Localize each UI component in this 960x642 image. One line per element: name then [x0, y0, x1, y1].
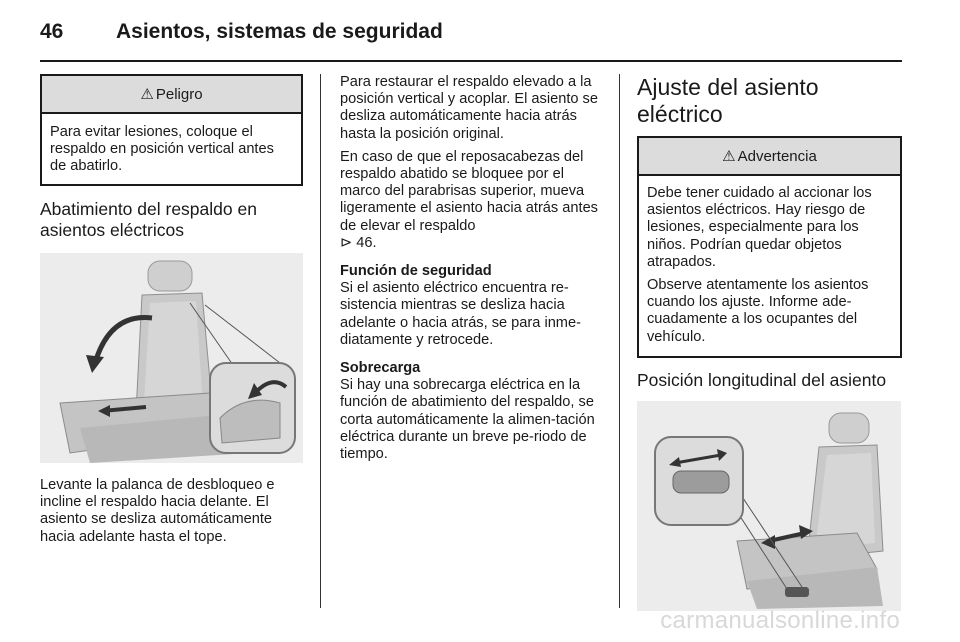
overload-heading: Sobrecarga [340, 360, 421, 377]
danger-heading: Peligro [155, 85, 203, 103]
page-header [40, 12, 900, 54]
danger-box-header [42, 76, 301, 114]
page-number: 46 [40, 20, 64, 43]
watermark: carmanualsonline.info [660, 607, 900, 634]
column-divider [619, 74, 620, 608]
danger-box [40, 74, 303, 186]
warning-text-1: Debe tener cuidado al accionar los asientos eléctricos. Hay riesgo de lesiones, especialmente para los niños. Podrían quedar objetos atrapados. [647, 185, 872, 270]
section-heading-backrest-fold: Abatimiento del respaldo en asientos eléctricos [40, 199, 257, 240]
subheading-longitudinal-position: Posición longitudinal del asiento [637, 370, 887, 390]
section-heading-power-seat: Ajuste del asiento eléctrico [637, 74, 819, 127]
column-middle [340, 74, 604, 463]
warning-box [637, 136, 902, 358]
seat-backrest-fold-illustration [40, 253, 303, 463]
backrest-fold-instructions: Levante la palanca de desbloqueo e incline el respaldo hacia delante. El asiento se desliza automáticamente hacia adelante hasta el tope. [40, 477, 275, 545]
page-reference-icon[interactable]: ⊳ [340, 234, 353, 251]
warning-triangle-icon: ⚠ [140, 86, 154, 103]
seat-fold-drawing [40, 253, 303, 463]
header-rule [40, 60, 902, 62]
warning-heading: Advertencia [737, 147, 817, 165]
safety-function-text: Si el asiento eléctrico encuentra re-sistencia mientras se desliza hacia adelante o hacia atrás, se para inme-diatamente y retrocede. [340, 280, 581, 348]
restore-backrest-text: Para restaurar el respaldo elevado a la posición vertical y acoplar. El asiento se desliza automáticamente hacia atrás hasta la posición original. [340, 74, 598, 142]
page-reference-link[interactable]: 46. [356, 234, 377, 251]
warning-triangle-icon: ⚠ [722, 148, 736, 165]
seat-slide-drawing [637, 401, 901, 611]
warning-box-header [639, 138, 900, 176]
danger-text: Para evitar lesiones, coloque el respaldo en posición vertical antes de abatirlo. [50, 124, 274, 175]
column-left [40, 74, 303, 546]
column-divider [320, 74, 321, 608]
headrest-blocked-body: En caso de que el reposacabezas del respaldo abatido se bloquee por el marco del parabrisas superior, mueva ligeramente el asiento hacia atrás antes de elevar el respaldo [340, 148, 598, 234]
page-title: Asientos, sistemas de seguridad [116, 20, 443, 43]
headrest-blocked-text [340, 149, 604, 252]
warning-text-2: Observe atentamente los asientos cuando los ajuste. Informe ade-cuadamente a los ocupantes del vehículo. [647, 277, 869, 345]
seat-longitudinal-adjust-illustration [637, 401, 901, 611]
safety-function-heading: Función de seguridad [340, 263, 492, 280]
column-right [637, 74, 902, 611]
overload-text: Si hay una sobrecarga eléctrica en la función de abatimiento del respaldo, se corta automáticamente la alimen-tación eléctrica durante un breve pe-riodo de tiempo. [340, 377, 595, 463]
